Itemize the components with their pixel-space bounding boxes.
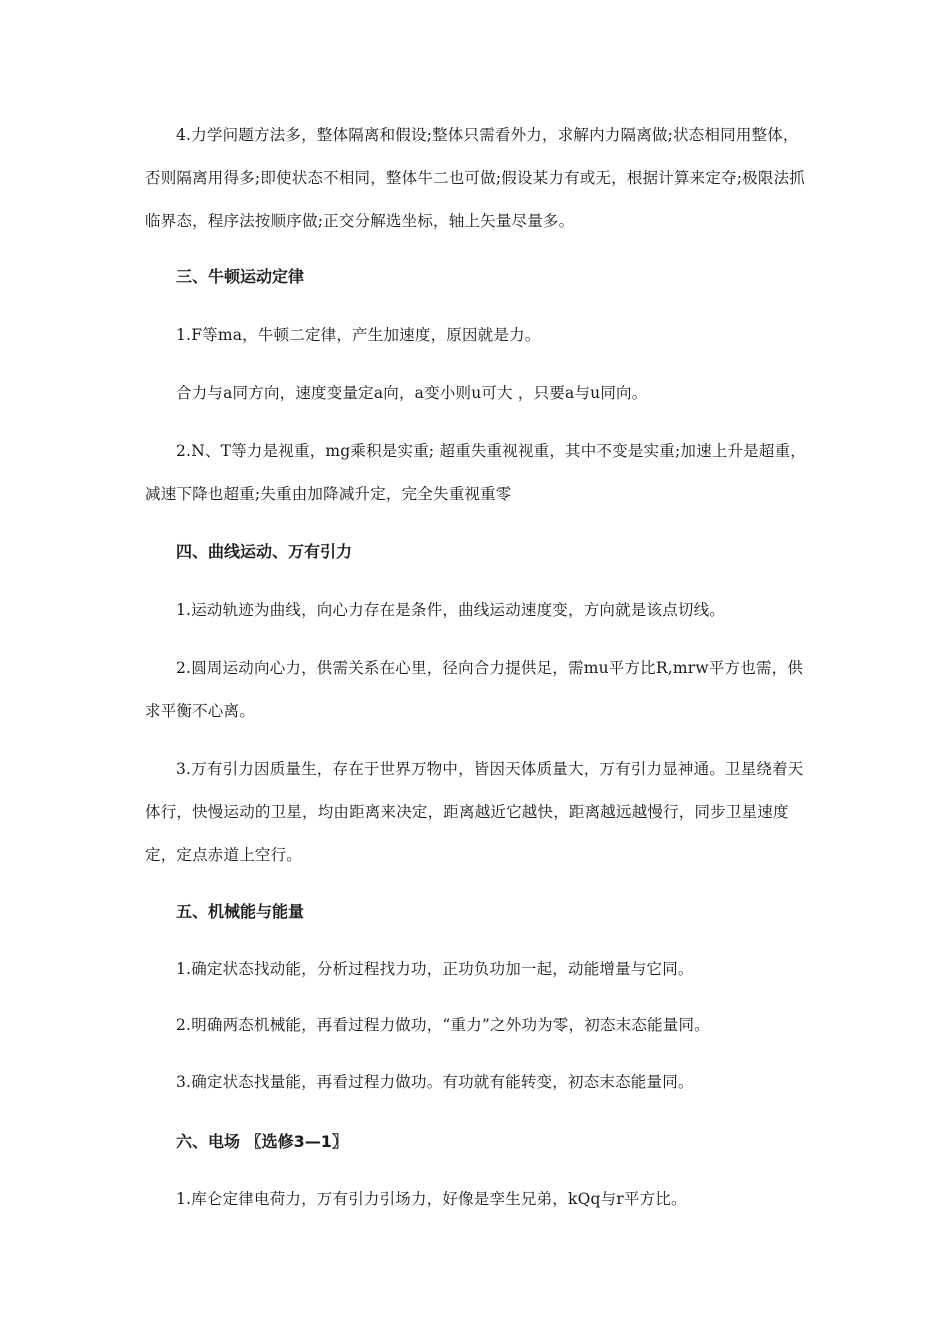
acceleration-direction-paragraph: 合力与a同方向，速度变量定a向，a变小则u可大 ，只要a与u同向。 — [176, 384, 648, 402]
kinetic-energy-paragraph: 1.确定状态找动能，分析过程找力功，正功负功加一起，动能增量与它同。 — [176, 960, 694, 978]
energy-conversion-paragraph: 3.确定状态找量能，再看过程力做功。有功就有能转变，初态末态能量同。 — [176, 1073, 694, 1091]
gravitation-paragraph: 3.万有引力因质量生，存在于世界万物中，皆因天体质量大，万有引力显神通。卫星绕着天体行，快慢运动的卫星，均由距离来决定，距离越近它越快，距离越远越慢行，同步卫星速度定，定点赤道上空行。 — [145, 760, 804, 864]
mechanics-methods-paragraph: 4.力学问题方法多，整体隔离和假设;整体只需看外力，求解内力隔离做;状态相同用整体，否则隔离用得多;即使状态不相同，整体牛二也可做;假设某力有或无，根据计算来定夺;极限法抓临界态，程序法按顺序做;正交分解选坐标，轴上矢量尽量多。 — [145, 126, 805, 230]
coulomb-law-paragraph: 1.库仑定律电荷力，万有引力引场力，好像是孪生兄弟，kQq与r平方比。 — [176, 1190, 687, 1208]
section-heading-curvilinear: 四、曲线运动、万有引力 — [176, 542, 353, 561]
apparent-weight-paragraph: 2.N、T等力是视重，mg乘积是实重; 超重失重视视重，其中不变是实重;加速上升是超重，减速下降也超重;失重由加降减升定，完全失重视重零 — [145, 442, 806, 503]
circular-motion-paragraph: 2.圆周运动向心力，供需关系在心里，径向合力提供足，需mu平方比R,mrw平方也需，供求平衡不心离。 — [145, 659, 804, 720]
curvilinear-motion-paragraph: 1.运动轨迹为曲线，向心力存在是条件，曲线运动速度变，方向就是该点切线。 — [176, 601, 725, 619]
section-heading-energy: 五、机械能与能量 — [176, 902, 305, 921]
mechanical-energy-paragraph: 2.明确两态机械能，再看过程力做功，“重力”之外功为零，初态末态能量同。 — [176, 1016, 710, 1034]
section-heading-newton: 三、牛顿运动定律 — [176, 267, 305, 286]
newton-second-law-paragraph: 1.F等ma，牛顿二定律，产生加速度，原因就是力。 — [176, 326, 541, 344]
section-heading-electric-field: 六、电场 〖选修3—1〗 — [176, 1132, 348, 1151]
